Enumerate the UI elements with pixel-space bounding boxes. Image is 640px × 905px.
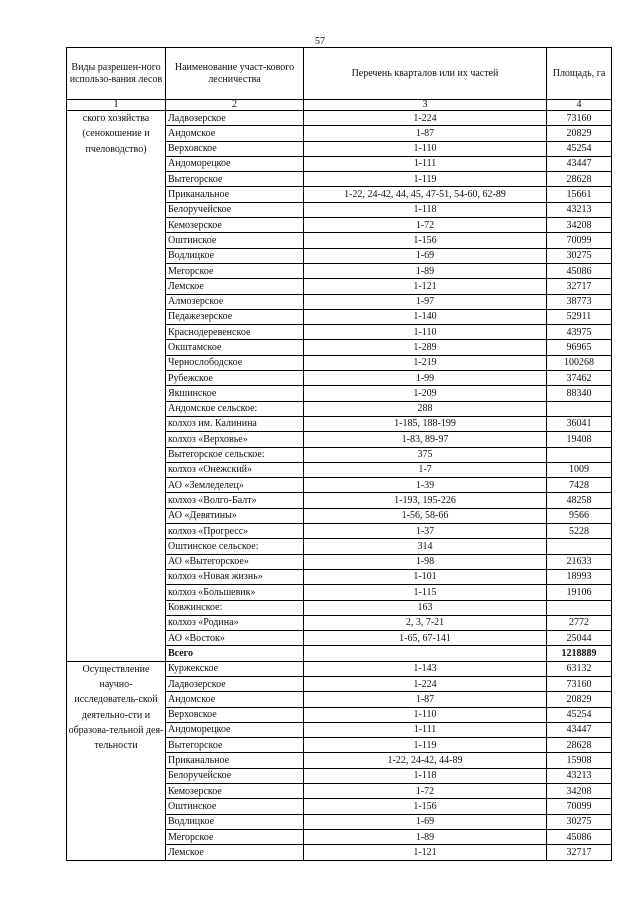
forest-use-table (66, 47, 612, 861)
quarters-cell: 1-185, 188-199 (304, 416, 547, 431)
forestry-name-cell: Оштинское сельское: (166, 539, 304, 554)
area-cell: 70099 (547, 233, 612, 248)
area-cell: 30275 (547, 814, 612, 829)
area-cell: 45086 (547, 829, 612, 844)
quarters-cell: 1-72 (304, 218, 547, 233)
column-number-row (67, 100, 612, 111)
area-cell: 20829 (547, 126, 612, 141)
area-cell: 38773 (547, 294, 612, 309)
area-cell: 1009 (547, 462, 612, 477)
forestry-name-cell: колхоз «Родина» (166, 615, 304, 630)
forestry-name-cell: Лемское (166, 279, 304, 294)
area-cell: 21633 (547, 554, 612, 569)
area-cell: 36041 (547, 416, 612, 431)
column-number: 3 (304, 100, 547, 111)
total-label: Всего (166, 646, 304, 661)
forestry-name-cell: Ладвозерское (166, 111, 304, 126)
quarters-cell: 1-118 (304, 202, 547, 217)
quarters-cell: 1-118 (304, 768, 547, 783)
forestry-name-cell: Верховское (166, 141, 304, 156)
quarters-cell: 1-156 (304, 233, 547, 248)
area-cell: 45254 (547, 141, 612, 156)
quarters-cell: 1-110 (304, 141, 547, 156)
quarters-cell: 1-87 (304, 692, 547, 707)
area-cell: 9566 (547, 508, 612, 523)
quarters-cell: 1-119 (304, 738, 547, 753)
forestry-name-cell: Чернослободское (166, 355, 304, 370)
area-cell: 34208 (547, 218, 612, 233)
quarters-cell: 1-224 (304, 676, 547, 691)
header-use-type: Виды разрешен-ного использо-вания лесов (67, 48, 166, 100)
forestry-name-cell: Якшинское (166, 386, 304, 401)
quarters-cell: 1-87 (304, 126, 547, 141)
forestry-name-cell: колхоз «Новая жизнь» (166, 569, 304, 584)
quarters-cell: 1-143 (304, 661, 547, 676)
forestry-name-cell: колхоз «Прогресс» (166, 524, 304, 539)
area-cell (547, 447, 612, 462)
quarters-cell: 288 (304, 401, 547, 416)
forestry-name-cell: Педажезерское (166, 309, 304, 324)
total-area: 1218889 (547, 646, 612, 661)
quarters-cell: 1-89 (304, 263, 547, 278)
forestry-name-cell: колхоз «Волго-Балт» (166, 493, 304, 508)
header-row (67, 48, 612, 100)
forestry-name-cell: Кемозерское (166, 218, 304, 233)
area-cell: 100268 (547, 355, 612, 370)
quarters-cell: 2, 3, 7-21 (304, 615, 547, 630)
quarters-cell: 1-99 (304, 371, 547, 386)
quarters-cell: 1-7 (304, 462, 547, 477)
quarters-cell: 1-224 (304, 111, 547, 126)
forestry-name-cell: колхоз им. Калинина (166, 416, 304, 431)
area-cell (547, 600, 612, 615)
quarters-cell: 1-111 (304, 722, 547, 737)
forestry-name-cell: Водлицкое (166, 814, 304, 829)
area-cell: 2772 (547, 615, 612, 630)
quarters-cell: 1-140 (304, 309, 547, 324)
area-cell: 18993 (547, 569, 612, 584)
forestry-name-cell: Оштинское (166, 233, 304, 248)
table-body (67, 111, 612, 861)
quarters-cell: 1-121 (304, 279, 547, 294)
quarters-cell: 1-37 (304, 524, 547, 539)
column-number: 2 (166, 100, 304, 111)
forestry-name-cell: АО «Вытегорское» (166, 554, 304, 569)
area-cell: 48258 (547, 493, 612, 508)
area-cell: 73160 (547, 111, 612, 126)
quarters-cell: 1-289 (304, 340, 547, 355)
area-cell: 15661 (547, 187, 612, 202)
area-cell (547, 539, 612, 554)
quarters-cell: 1-69 (304, 248, 547, 263)
area-cell: 25044 (547, 631, 612, 646)
forestry-name-cell: АО «Земледелец» (166, 478, 304, 493)
forestry-name-cell: колхоз «Онежский» (166, 462, 304, 477)
forestry-name-cell: Андомское (166, 692, 304, 707)
quarters-cell: 1-156 (304, 799, 547, 814)
forestry-name-cell: Куржекское (166, 661, 304, 676)
quarters-cell: 1-83, 89-97 (304, 432, 547, 447)
quarters-cell: 1-121 (304, 845, 547, 860)
area-cell: 43213 (547, 768, 612, 783)
area-cell: 52911 (547, 309, 612, 324)
area-cell: 30275 (547, 248, 612, 263)
area-cell: 7428 (547, 478, 612, 493)
area-cell: 70099 (547, 799, 612, 814)
forestry-name-cell: Краснодеревенское (166, 325, 304, 340)
quarters-cell: 1-115 (304, 585, 547, 600)
forestry-name-cell: Мегорское (166, 263, 304, 278)
quarters-cell: 1-110 (304, 707, 547, 722)
forestry-name-cell: Оштинское (166, 799, 304, 814)
forestry-name-cell: Кемозерское (166, 784, 304, 799)
area-cell: 20829 (547, 692, 612, 707)
forestry-name-cell: АО «Восток» (166, 631, 304, 646)
quarters-cell: 314 (304, 539, 547, 554)
header-area: Площадь, га (547, 48, 612, 100)
area-cell: 45086 (547, 263, 612, 278)
page-number: 57 (315, 36, 325, 47)
table-row (67, 661, 612, 676)
forestry-name-cell: Вытегорское (166, 172, 304, 187)
quarters-cell: 1-97 (304, 294, 547, 309)
column-number: 1 (67, 100, 166, 111)
use-type-cell: ского хозяйства (сенокошение и пчеловодство) (67, 111, 166, 662)
forestry-name-cell: Андомское сельское: (166, 401, 304, 416)
area-cell: 15908 (547, 753, 612, 768)
area-cell: 28628 (547, 738, 612, 753)
forestry-name-cell: Андоморецкое (166, 722, 304, 737)
forestry-name-cell: Верховское (166, 707, 304, 722)
forestry-name-cell: Вытегорское (166, 738, 304, 753)
area-cell: 63132 (547, 661, 612, 676)
forestry-name-cell: Водлицкое (166, 248, 304, 263)
forestry-name-cell: Андомское (166, 126, 304, 141)
column-number: 4 (547, 100, 612, 111)
quarters-cell: 1-72 (304, 784, 547, 799)
area-cell: 45254 (547, 707, 612, 722)
area-cell: 5228 (547, 524, 612, 539)
area-cell: 88340 (547, 386, 612, 401)
quarters-cell: 163 (304, 600, 547, 615)
forestry-name-cell: Ладвозерское (166, 676, 304, 691)
quarters-cell: 1-111 (304, 156, 547, 171)
area-cell: 19408 (547, 432, 612, 447)
forestry-name-cell: АО «Девятины» (166, 508, 304, 523)
area-cell: 43447 (547, 722, 612, 737)
quarters-cell: 1-98 (304, 554, 547, 569)
forestry-name-cell: Вытегорское сельское: (166, 447, 304, 462)
quarters-cell: 1-219 (304, 355, 547, 370)
quarters-cell: 1-22, 24-42, 44, 45, 47-51, 54-60, 62-89 (304, 187, 547, 202)
quarters-cell: 1-65, 67-141 (304, 631, 547, 646)
area-cell: 19106 (547, 585, 612, 600)
quarters-cell: 1-193, 195-226 (304, 493, 547, 508)
area-cell: 73160 (547, 676, 612, 691)
forestry-name-cell: колхоз «Большевик» (166, 585, 304, 600)
forestry-name-cell: Лемское (166, 845, 304, 860)
header-quarters: Перечень кварталов или их частей (304, 48, 547, 100)
quarters-cell: 1-101 (304, 569, 547, 584)
area-cell: 32717 (547, 845, 612, 860)
forestry-name-cell: Окштамское (166, 340, 304, 355)
area-cell: 28628 (547, 172, 612, 187)
area-cell: 37462 (547, 371, 612, 386)
area-cell: 43975 (547, 325, 612, 340)
area-cell: 43447 (547, 156, 612, 171)
forestry-name-cell: Рубежское (166, 371, 304, 386)
forestry-name-cell: Алмозерское (166, 294, 304, 309)
quarters-cell: 1-110 (304, 325, 547, 340)
forestry-name-cell: Приканальное (166, 187, 304, 202)
forestry-name-cell: Ковжинское: (166, 600, 304, 615)
use-type-cell: Осуществление научно-исследователь-ской деятельно-сти и образова-тельной дея-тельности (67, 661, 166, 860)
quarters-cell: 1-39 (304, 478, 547, 493)
forestry-name-cell: Белоручейское (166, 768, 304, 783)
quarters-cell: 1-209 (304, 386, 547, 401)
forestry-name-cell: Мегорское (166, 829, 304, 844)
quarters-cell: 1-22, 24-42, 44-89 (304, 753, 547, 768)
forestry-name-cell: Приканальное (166, 753, 304, 768)
area-cell (547, 401, 612, 416)
quarters-cell: 1-56, 58-66 (304, 508, 547, 523)
forestry-name-cell: колхоз «Верховье» (166, 432, 304, 447)
header-forestry-name: Наименование участ-кового лесничества (166, 48, 304, 100)
forestry-name-cell: Белоручейское (166, 202, 304, 217)
forestry-name-cell: Андоморецкое (166, 156, 304, 171)
quarters-cell: 1-119 (304, 172, 547, 187)
table-row (67, 111, 612, 126)
area-cell: 32717 (547, 279, 612, 294)
area-cell: 96965 (547, 340, 612, 355)
area-cell: 34208 (547, 784, 612, 799)
total-quarters-cell (304, 646, 547, 661)
quarters-cell: 1-69 (304, 814, 547, 829)
area-cell: 43213 (547, 202, 612, 217)
quarters-cell: 1-89 (304, 829, 547, 844)
quarters-cell: 375 (304, 447, 547, 462)
